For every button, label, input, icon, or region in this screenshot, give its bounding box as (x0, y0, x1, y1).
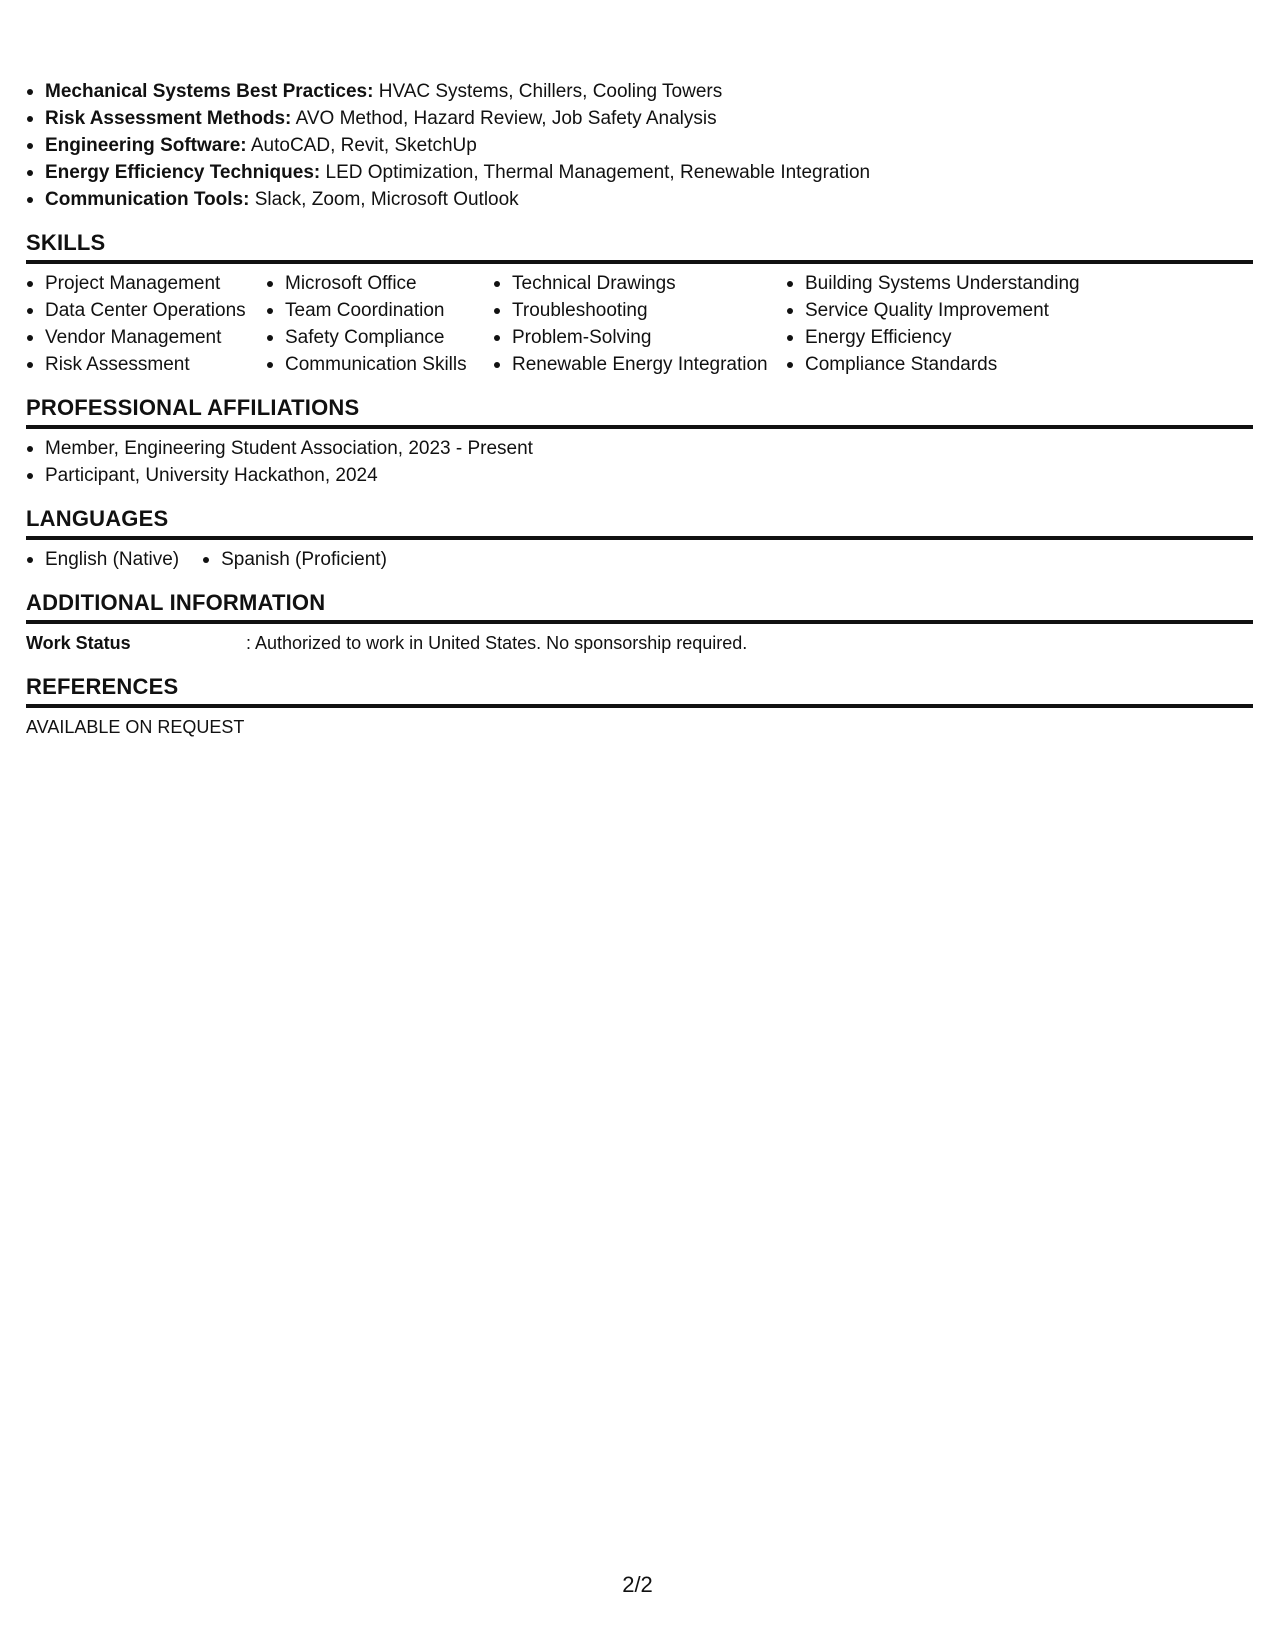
affiliation-item: Member, Engineering Student Association, 2023 - Present (26, 435, 1253, 462)
skill-item: Microsoft Office (266, 270, 493, 297)
skill-item: Problem-Solving (493, 324, 786, 351)
work-status-label: Work Status (26, 633, 131, 653)
keyword-term: Risk Assessment Methods: (45, 108, 292, 129)
keyword-item (26, 105, 1253, 132)
skills-heading: SKILLS (26, 230, 1253, 264)
affiliation-item: Participant, University Hackathon, 2024 (26, 462, 1253, 489)
skill-item: Troubleshooting (493, 297, 786, 324)
technical-keyword-list (26, 78, 1253, 213)
keyword-item (26, 132, 1253, 159)
affiliations-section (26, 395, 1253, 489)
skill-item: Energy Efficiency (786, 324, 1086, 351)
language-item: Spanish (Proficient) (202, 546, 387, 573)
references-heading: REFERENCES (26, 674, 1253, 708)
keyword-detail: Slack, Zoom, Microsoft Outlook (249, 189, 519, 210)
languages-section (26, 506, 1253, 573)
skill-item: Building Systems Understanding (786, 270, 1086, 297)
keyword-term: Engineering Software: (45, 135, 247, 156)
additional-info-section (26, 590, 1253, 657)
skill-item: Technical Drawings (493, 270, 786, 297)
skill-item: Compliance Standards (786, 351, 1086, 378)
languages-list (26, 546, 1253, 573)
skills-grid (26, 270, 1253, 378)
affiliations-heading: PROFESSIONAL AFFILIATIONS (26, 395, 1253, 429)
skills-column (786, 270, 1086, 378)
keyword-detail: AVO Method, Hazard Review, Job Safety Analysis (291, 108, 717, 129)
skills-section (26, 230, 1253, 378)
additional-info-heading: ADDITIONAL INFORMATION (26, 590, 1253, 624)
references-section (26, 674, 1253, 741)
keyword-detail: LED Optimization, Thermal Management, Renewable Integration (320, 162, 871, 183)
keyword-term: Energy Efficiency Techniques: (45, 162, 321, 183)
resume-page (26, 78, 1253, 741)
skill-item: Team Coordination (266, 297, 493, 324)
languages-heading: LANGUAGES (26, 506, 1253, 540)
skill-item: Communication Skills (266, 351, 493, 378)
references-text: AVAILABLE ON REQUEST (26, 717, 245, 737)
keyword-detail: AutoCAD, Revit, SketchUp (246, 135, 477, 156)
skill-item: Project Management (26, 270, 266, 297)
language-item: English (Native) (26, 546, 179, 573)
keyword-item (26, 78, 1253, 105)
keyword-term: Mechanical Systems Best Practices: (45, 81, 374, 102)
work-status-row (26, 630, 1253, 657)
keyword-item (26, 186, 1253, 213)
skill-item: Renewable Energy Integration (493, 351, 786, 378)
skill-item: Data Center Operations (26, 297, 266, 324)
skill-item: Risk Assessment (26, 351, 266, 378)
keyword-term: Communication Tools: (45, 189, 250, 210)
skills-column (493, 270, 786, 378)
skill-item: Vendor Management (26, 324, 266, 351)
keyword-detail: HVAC Systems, Chillers, Cooling Towers (373, 81, 723, 102)
skills-column (26, 270, 266, 378)
work-status-value: : Authorized to work in United States. No sponsorship required. (246, 633, 748, 653)
page-number: 2/2 (622, 1572, 653, 1597)
skills-column (266, 270, 493, 378)
skill-item: Service Quality Improvement (786, 297, 1086, 324)
skill-item: Safety Compliance (266, 324, 493, 351)
keyword-item (26, 159, 1253, 186)
affiliations-list (26, 435, 1253, 489)
